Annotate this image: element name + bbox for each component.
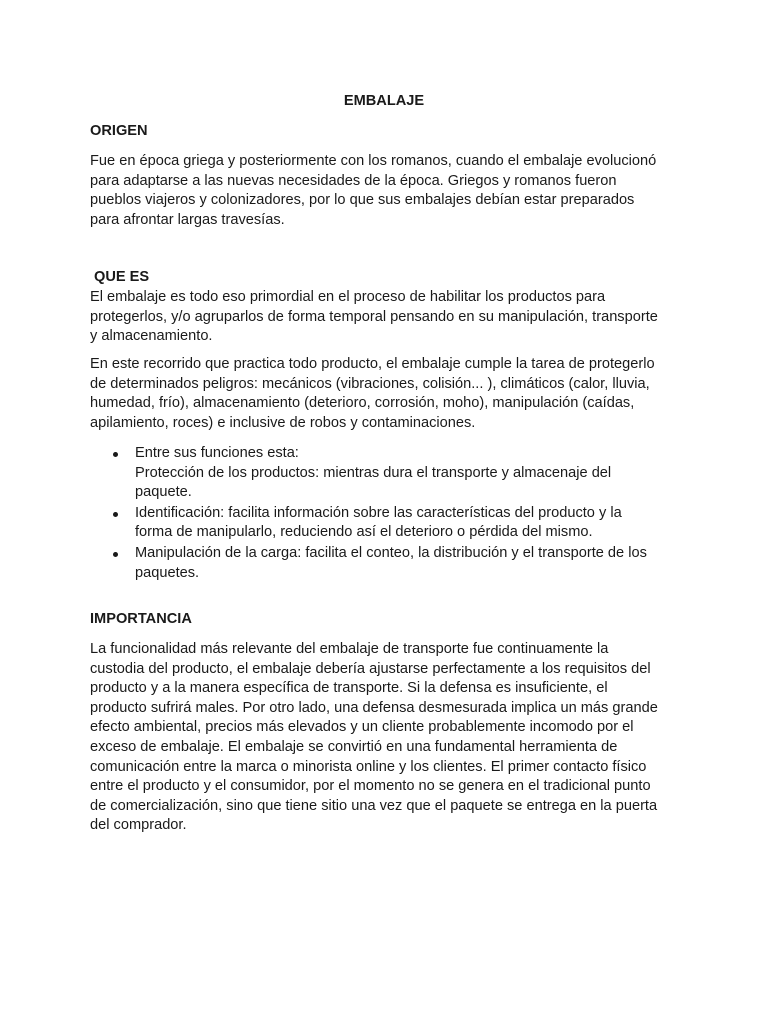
bullet-icon (113, 512, 118, 517)
text-line: producto sufrirá males. Por otro lado, una defensa desmesurada implica un más grande (90, 699, 658, 716)
text-line: La funcionalidad más relevante del embalaje de transporte fue continuamente la (90, 641, 609, 657)
list-item (90, 544, 690, 583)
text-line: Identificación: facilita información sobre las características del producto y la (135, 504, 622, 521)
text-line: humedad, frío), almacenamiento (deterioro, corrosión, moho), manipulación (caídas, (90, 395, 635, 412)
text-line: de determinados peligros: mecánicos (vibraciones, colisión... ), climáticos (calor, lluvia, (90, 375, 650, 392)
text-line: exceso de embalaje. El embalaje se convirtió en una fundamental herramienta de (90, 738, 618, 755)
text-line: para afrontar largas travesías. (90, 211, 285, 228)
section-heading-origen: ORIGEN (90, 123, 148, 139)
paragraph-importancia (90, 640, 690, 836)
text-line: paquete. (135, 484, 192, 501)
text-line: paquetes. (135, 564, 200, 581)
text-line: Manipulación de la carga: facilita el conteo, la distribución y el transporte de los (135, 544, 647, 561)
bullet-icon (113, 552, 118, 557)
list-item (90, 444, 690, 503)
document-title: EMBALAJE (343, 93, 425, 109)
text-line: El embalaje es todo eso primordial en el proceso de habilitar los productos para (90, 289, 606, 305)
functions-list (90, 444, 690, 584)
text-line: Protección de los productos: mientras dura el transporte y almacenaje del (135, 464, 612, 481)
text-line: entre el producto y el consumidor, por el momento no se genera en el tradicional punto (90, 778, 651, 795)
paragraph-que-es-2 (90, 355, 690, 433)
text-line: apilamiento, roces) e inclusive de robos y contaminaciones. (90, 414, 476, 431)
text-line: pueblos viajeros y colonizadores, por lo que sus embalajes debían estar preparados (90, 192, 635, 209)
text-line: efecto ambiental, precios más elevados y un cliente probablemente incomodo por el (90, 719, 634, 736)
text-line: custodia del producto, el embalaje debería ajustarse perfectamente a los requisitos del (90, 660, 651, 677)
text-line: comunicación entre la marca o minorista online y los clientes. El primer contacto físico (90, 758, 647, 775)
text-line: protegerlos, y/o agruparlos de forma temporal pensando en su manipulación, transporte (90, 308, 658, 325)
text-line: En este recorrido que practica todo producto, el embalaje cumple la tarea de protegerlo (90, 356, 655, 372)
list-item (90, 504, 690, 543)
paragraph-origen (90, 152, 690, 230)
text-line: forma de manipularlo, reduciendo así el deterioro o pérdida del mismo. (135, 524, 593, 541)
paragraph-que-es-1 (90, 288, 690, 347)
text-line: producto y a la manera específica de transporte. Si la defensa es insuficiente, el (90, 680, 608, 697)
text-line: Entre sus funciones esta: (135, 445, 299, 461)
section-heading-importancia: IMPORTANCIA (90, 611, 192, 627)
text-line: y almacenamiento. (90, 328, 213, 345)
section-heading-que-es: QUE ES (94, 269, 150, 285)
text-line: del comprador. (90, 817, 187, 834)
text-line: para adaptarse a las nuevas necesidades de la época. Griegos y romanos fueron (90, 172, 617, 189)
text-line: Fue en época griega y posteriormente con los romanos, cuando el embalaje evolucionó (90, 153, 657, 169)
text-line: de comercialización, sino que tiene sitio una vez que el paquete se entrega en la puerta (90, 797, 658, 814)
bullet-icon (113, 452, 118, 457)
